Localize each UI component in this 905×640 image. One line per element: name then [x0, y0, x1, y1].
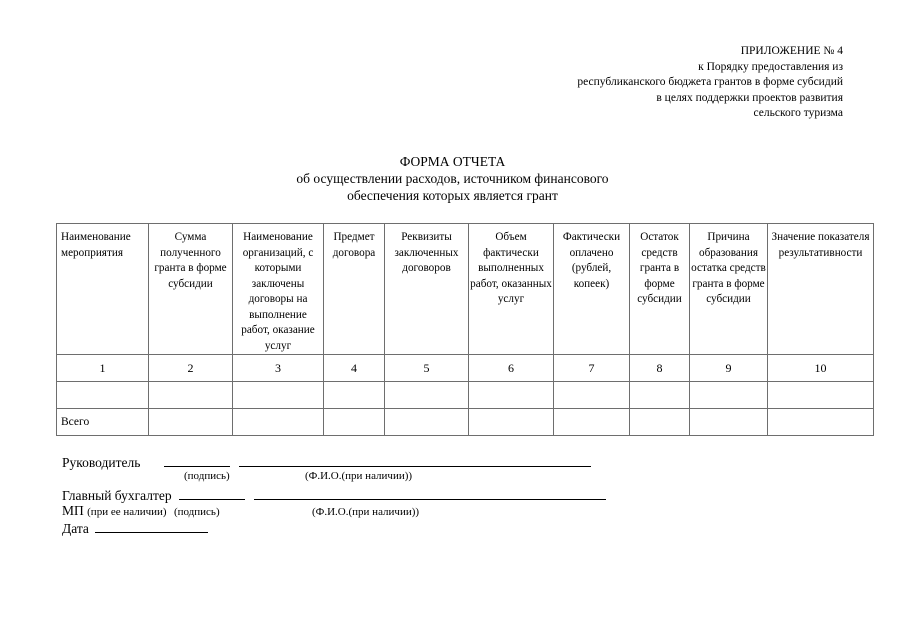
col-header: Причина образования остатка средств гранта в форме субсидии — [690, 224, 768, 355]
column-number: 10 — [768, 355, 874, 382]
column-number: 8 — [630, 355, 690, 382]
head-signature-caption: (подпись) — [184, 470, 230, 482]
table-cell[interactable] — [690, 382, 768, 409]
head-signature-field[interactable] — [164, 453, 230, 467]
date-line — [62, 519, 208, 537]
form-title-subtitle-1: об осуществлении расходов, источником финансового — [296, 171, 609, 186]
table-cell[interactable] — [149, 409, 233, 436]
col-header: Сумма полученного гранта в форме субсидии — [149, 224, 233, 355]
mp-note: (при ее наличии) — [87, 506, 167, 518]
head-name-field[interactable] — [239, 453, 591, 467]
table-cell[interactable] — [768, 382, 874, 409]
table-cell[interactable] — [554, 382, 630, 409]
table-cell[interactable] — [554, 409, 630, 436]
column-number: 6 — [469, 355, 554, 382]
column-number: 9 — [690, 355, 768, 382]
column-number: 3 — [233, 355, 324, 382]
table-cell[interactable] — [768, 409, 874, 436]
col-header: Реквизиты заключенных договоров — [385, 224, 469, 355]
table-cell[interactable] — [469, 409, 554, 436]
table-cell[interactable] — [630, 409, 690, 436]
appendix-line: республиканского бюджета грантов в форме субсидий — [577, 76, 843, 88]
accountant-name-field[interactable] — [254, 486, 606, 500]
table-cell[interactable] — [57, 382, 149, 409]
accountant-signature-field[interactable] — [179, 486, 245, 500]
total-label: Всего — [57, 409, 149, 436]
report-table — [56, 223, 874, 436]
col-header: Наименование мероприятия — [57, 224, 149, 355]
table-cell[interactable] — [233, 382, 324, 409]
column-number: 7 — [554, 355, 630, 382]
table-cell[interactable] — [469, 382, 554, 409]
appendix-line: в целях поддержки проектов развития — [656, 91, 843, 104]
header-row — [57, 224, 874, 355]
mp-name-caption: (Ф.И.О.(при наличии)) — [312, 506, 420, 518]
total-row — [57, 409, 874, 436]
table-cell[interactable] — [690, 409, 768, 436]
appendix-line: ПРИЛОЖЕНИЕ № 4 — [740, 45, 843, 57]
col-header: Наименование организаций, с которыми заключены договоры на выполнение работ, оказание услуг — [233, 224, 324, 355]
col-header: Объем фактически выполненных работ, оказанных услуг — [469, 224, 554, 355]
column-number: 1 — [57, 355, 149, 382]
table-cell[interactable] — [385, 382, 469, 409]
column-number: 2 — [149, 355, 233, 382]
table-row — [57, 382, 874, 409]
appendix-line: сельского туризма — [753, 107, 843, 119]
col-header: Остаток средств гранта в форме субсидии — [630, 224, 690, 355]
form-title — [0, 153, 905, 204]
date-label: Дата — [62, 521, 89, 536]
accountant-label: Главный бухгалтер — [62, 488, 172, 503]
table-cell[interactable] — [324, 382, 385, 409]
form-title-main: ФОРМА ОТЧЕТА — [399, 154, 506, 169]
head-signature-line — [62, 453, 591, 471]
column-number: 5 — [385, 355, 469, 382]
table-cell[interactable] — [385, 409, 469, 436]
head-label: Руководитель — [62, 455, 141, 470]
head-name-caption: (Ф.И.О.(при наличии)) — [305, 470, 413, 482]
appendix-line: к Порядку предоставления из — [698, 60, 843, 73]
col-header: Фактически оплачено (рублей, копеек) — [554, 224, 630, 355]
mp-label: МП — [62, 503, 84, 518]
mp-signature-caption: (подпись) — [173, 506, 220, 518]
date-field[interactable] — [95, 519, 208, 533]
table-cell[interactable] — [149, 382, 233, 409]
column-number-row — [57, 355, 874, 382]
table-cell[interactable] — [324, 409, 385, 436]
table-cell[interactable] — [233, 409, 324, 436]
accountant-signature-line — [62, 486, 606, 504]
seal-line — [62, 503, 220, 519]
column-number: 4 — [324, 355, 385, 382]
col-header: Значение показателя результативности — [768, 224, 874, 355]
form-title-subtitle-2: обеспечения которых является грант — [347, 188, 558, 203]
table-cell[interactable] — [630, 382, 690, 409]
appendix-header — [577, 44, 843, 122]
col-header: Предмет договора — [324, 224, 385, 355]
